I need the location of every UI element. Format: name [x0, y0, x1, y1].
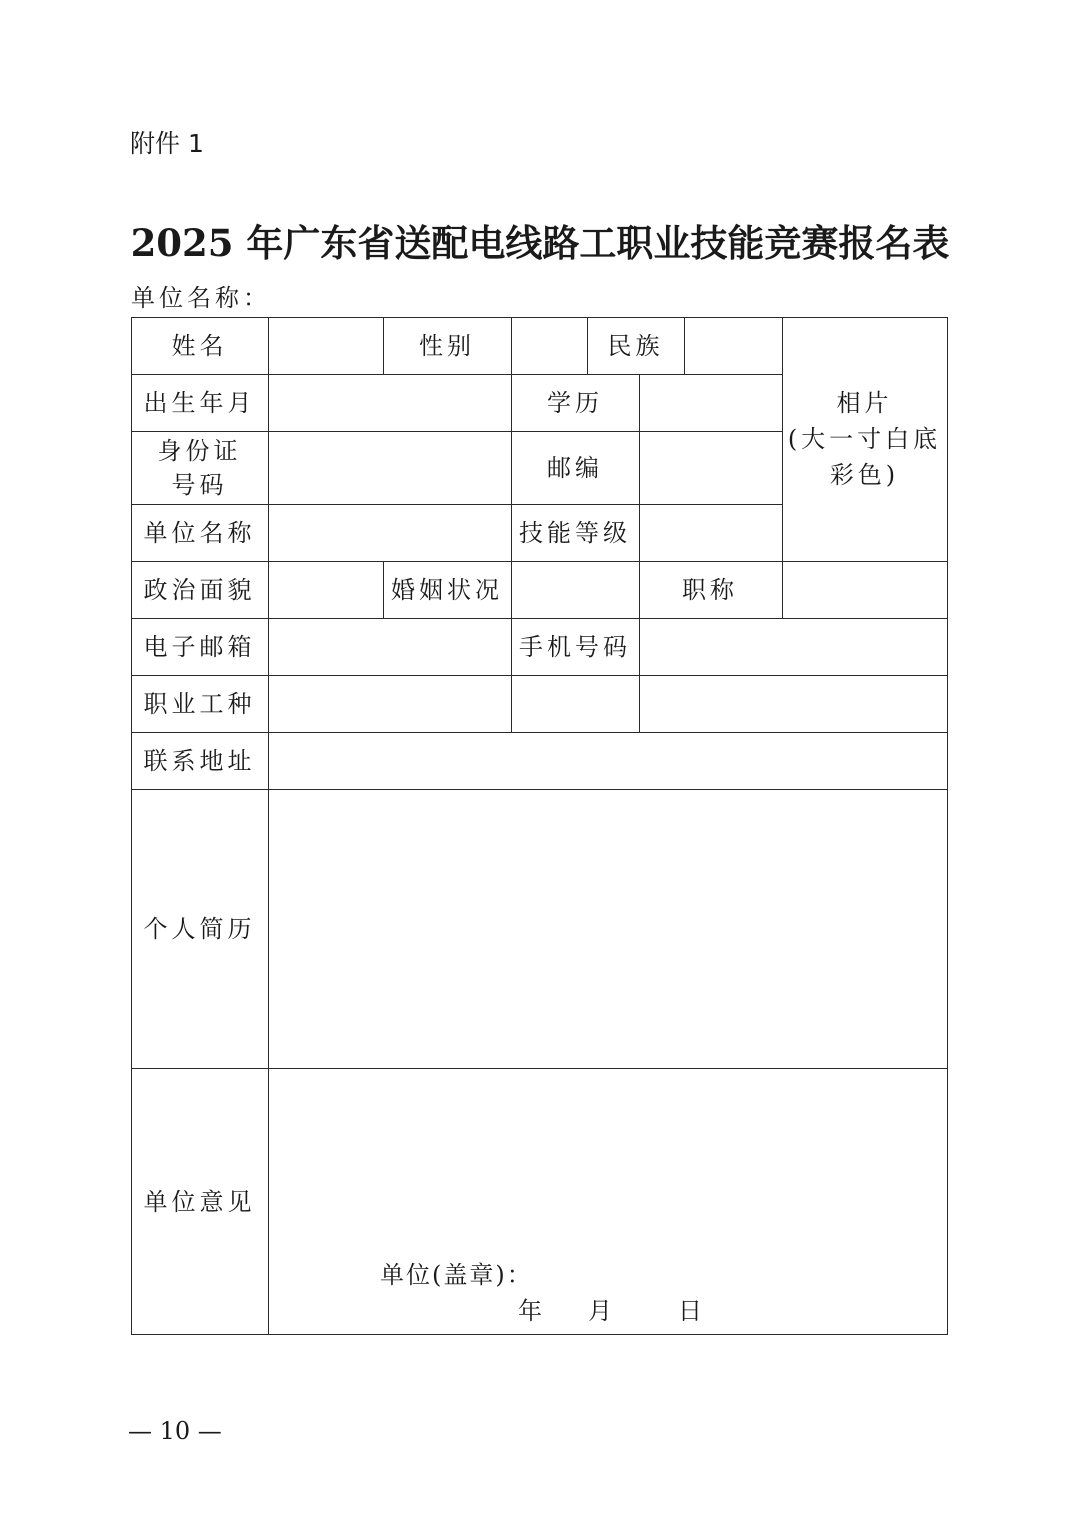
- unit-opinion-field[interactable]: [268, 1068, 948, 1248]
- photo-color-note: 彩色): [829, 461, 900, 489]
- address-label: 联系地址: [143, 746, 256, 775]
- marital-status-label: 婚姻状况: [391, 575, 503, 604]
- month-label: 月: [588, 1297, 612, 1325]
- birth-date-label: 出生年月: [143, 388, 256, 417]
- mobile-field[interactable]: [639, 618, 948, 675]
- resume-field[interactable]: [268, 789, 948, 1068]
- political-status-field[interactable]: [268, 561, 383, 618]
- unit-name-label: 单位名称：: [131, 284, 271, 312]
- unit-stamp-label: 单位(盖章)：: [380, 1261, 533, 1289]
- mobile-label: 手机号码: [519, 632, 631, 661]
- id-number-label: [131, 431, 268, 504]
- photo-box[interactable]: [781, 317, 948, 561]
- id-number-label-line1: 身份证: [157, 436, 242, 465]
- address-field[interactable]: [268, 732, 948, 789]
- name-field[interactable]: [268, 317, 383, 374]
- id-number-label-line2: 号码: [171, 470, 228, 499]
- resume-label: 个人简历: [143, 914, 256, 943]
- skill-level-label: 技能等级: [519, 518, 631, 547]
- marital-status-field[interactable]: [511, 561, 639, 618]
- name-label: 姓名: [171, 331, 228, 360]
- professional-title-field[interactable]: [781, 561, 948, 618]
- email-label: 电子邮箱: [143, 632, 256, 661]
- year-label: 年: [518, 1297, 542, 1325]
- occupation-label: 职业工种: [143, 689, 256, 718]
- photo-size-note: (大一寸白底: [787, 425, 942, 453]
- gender-label: 性别: [419, 331, 475, 360]
- photo-label: 相片: [836, 389, 893, 417]
- form-title: 2025 年广东省送配电线路工职业技能竞赛报名表: [130, 221, 950, 265]
- skill-level-field[interactable]: [639, 504, 781, 561]
- education-field[interactable]: [639, 374, 781, 431]
- occupation-field[interactable]: [268, 675, 948, 732]
- political-status-label: 政治面貌: [143, 575, 256, 604]
- page-number: — 10 —: [128, 1417, 222, 1445]
- id-number-field[interactable]: [268, 431, 511, 504]
- education-label: 学历: [547, 388, 603, 417]
- ethnicity-field[interactable]: [684, 317, 781, 374]
- gender-field[interactable]: [511, 317, 587, 374]
- professional-title-label: 职称: [682, 575, 738, 604]
- unit-name-field[interactable]: [268, 504, 511, 561]
- attachment-label: 附件 1: [130, 129, 204, 158]
- postal-code-field[interactable]: [639, 431, 781, 504]
- unit-name-row-label: 单位名称: [143, 518, 256, 547]
- postal-code-label: 邮编: [547, 453, 603, 482]
- day-label: 日: [678, 1297, 702, 1325]
- unit-opinion-label: 单位意见: [143, 1187, 256, 1216]
- birth-date-field[interactable]: [268, 374, 511, 431]
- email-field[interactable]: [268, 618, 511, 675]
- ethnicity-label: 民族: [607, 331, 664, 360]
